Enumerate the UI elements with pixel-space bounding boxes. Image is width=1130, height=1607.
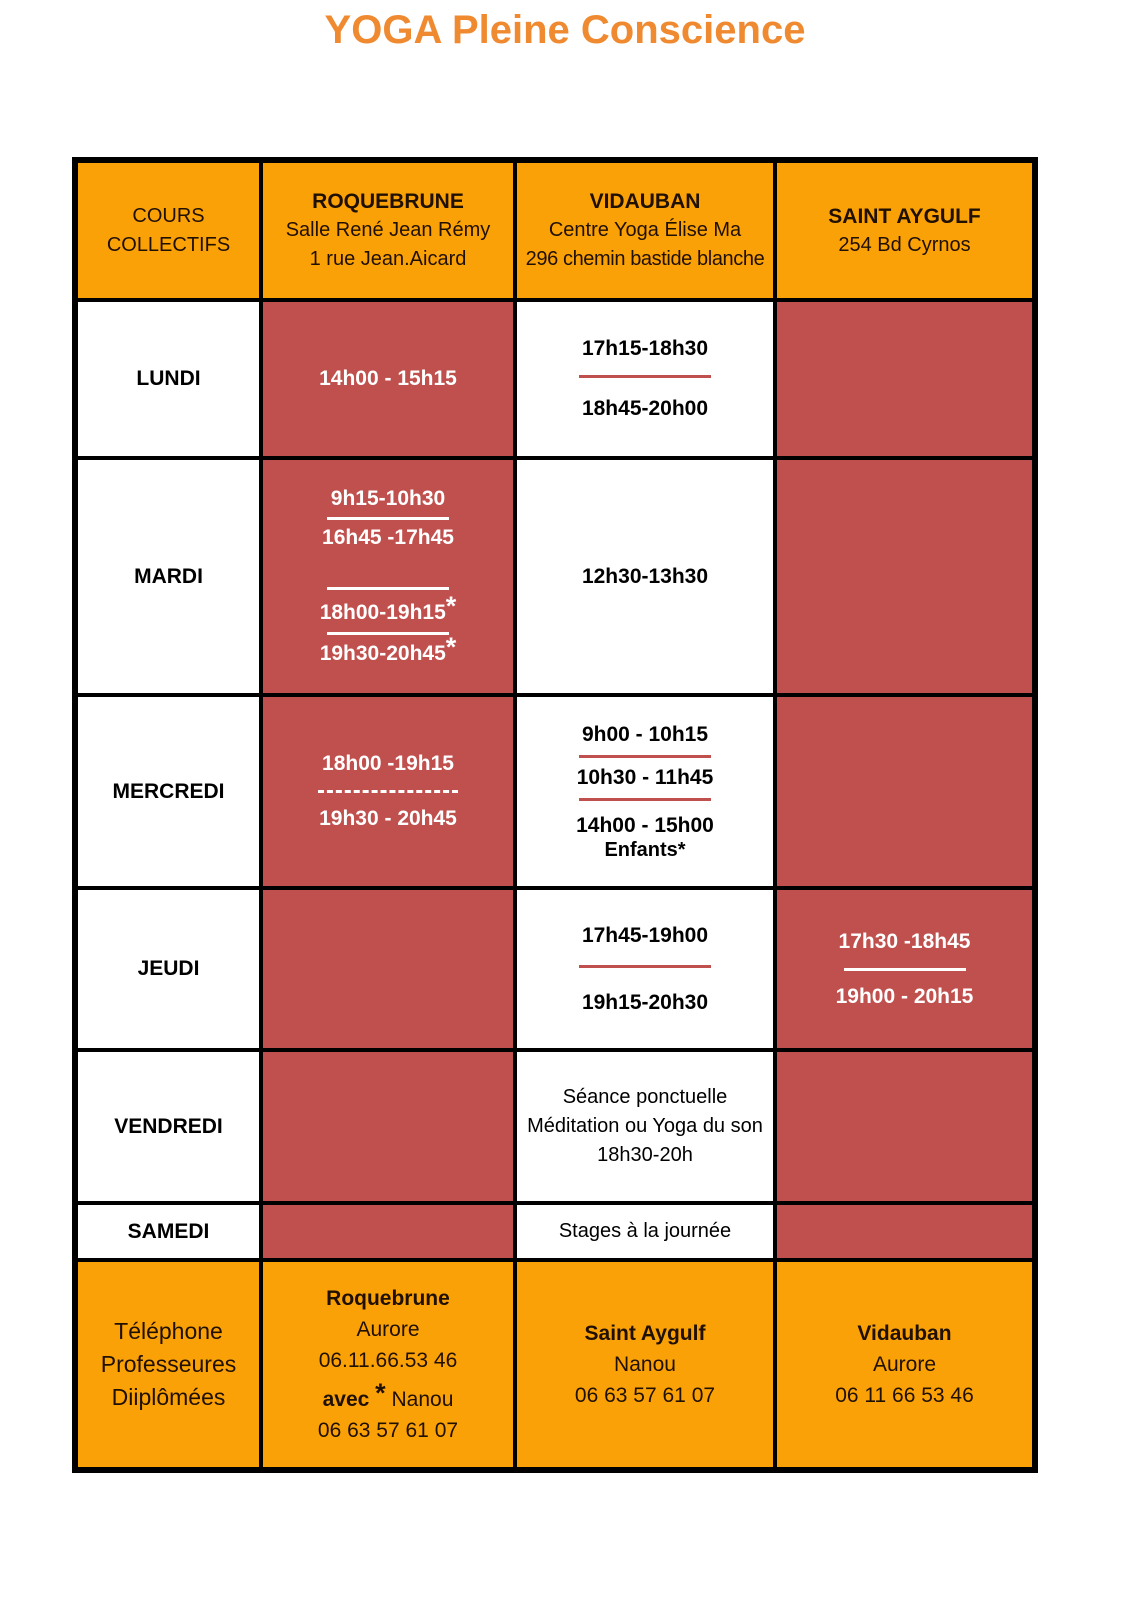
session-note-line2: Méditation ou Yoga du son [527, 1115, 763, 1137]
footer-aygulf-name: Saint Aygulf [584, 1322, 706, 1345]
time-slot: 17h45-19h00 [581, 923, 709, 947]
schedule-table [72, 157, 1038, 1473]
header-cell-vidauban [515, 160, 775, 300]
footer-row [75, 1260, 1035, 1470]
avec-text: avec [322, 1388, 370, 1411]
time-text: 18h00-19h15 [319, 601, 446, 624]
page-title: YOGA Pleine Conscience [324, 8, 806, 52]
header-row [75, 160, 1035, 300]
vidauban-address-line2: 296 chemin bastide blanche [525, 248, 765, 270]
cell-vendredi-vidauban [515, 1050, 775, 1203]
cell-vendredi-aygulf [775, 1050, 1035, 1203]
cell-jeudi-vidauban [515, 888, 775, 1050]
cell-lundi-roquebrune [261, 300, 515, 458]
time-slot: 17h15-18h30 [581, 337, 709, 360]
footer-roquebrune-phone: 06.11.66.53 46 [318, 1349, 458, 1372]
footer-vidauban-phone: 06 11 66 53 46 [835, 1384, 974, 1407]
time-slot: 14h00 - 15h00 [576, 813, 714, 837]
cell-samedi-aygulf [775, 1203, 1035, 1260]
asterisk-note: * [445, 591, 457, 621]
day-label-mercredi: MERCREDI [112, 779, 225, 803]
time-slot [319, 591, 457, 626]
children-note: Enfants* [604, 838, 686, 861]
day-label-mardi: MARDI [134, 564, 203, 588]
cell-lundi-aygulf [775, 300, 1035, 458]
cell-samedi-vidauban [515, 1203, 775, 1260]
cell-jeudi-aygulf [775, 888, 1035, 1050]
separator-line [327, 517, 449, 520]
header-cell-roquebrune [261, 160, 515, 300]
time-slot: 9h15-10h30 [330, 487, 446, 510]
stages-note: Stages à la journée [558, 1220, 732, 1242]
day-cell-jeudi [75, 888, 261, 1050]
separator-line [579, 965, 711, 968]
separator-line [844, 968, 966, 971]
asterisk-note: * [445, 632, 457, 662]
time-slot: 16h45 -17h45 [322, 526, 454, 549]
day-cell-mercredi [75, 695, 261, 888]
footer-roquebrune-name: Roquebrune [326, 1287, 450, 1310]
time-slot: 14h00 - 15h15 [319, 367, 457, 390]
time-slot: 12h30-13h30 [581, 564, 709, 588]
time-slot: 19h00 - 20h15 [835, 984, 974, 1008]
time-slot: 9h00 - 10h15 [581, 722, 709, 746]
courses-label: COURS COLLECTIFS [106, 204, 231, 256]
aygulf-title: SAINT AYGULF [828, 204, 981, 228]
session-note-line1: Séance ponctuelle [562, 1086, 728, 1108]
vidauban-address-line1: Centre Yoga Élise Ma [548, 219, 742, 241]
time-slot [319, 632, 457, 667]
roquebrune-address-line1: Salle René Jean Rémy [285, 219, 491, 241]
vidauban-title: VIDAUBAN [589, 190, 701, 213]
footer-label-line1: Téléphone [114, 1318, 223, 1344]
separator-line [327, 632, 449, 635]
time-slot: 18h45-20h00 [581, 397, 709, 420]
cell-lundi-vidauban [515, 300, 775, 458]
header-cell-courses [75, 160, 261, 300]
separator-line [327, 587, 449, 590]
footer-roquebrune-with [263, 1378, 513, 1415]
time-slot: 19h30 - 20h45 [319, 807, 457, 830]
day-cell-mardi [75, 458, 261, 695]
cell-mardi-aygulf [775, 458, 1035, 695]
row-samedi [75, 1203, 1035, 1260]
roquebrune-title: ROQUEBRUNE [312, 190, 464, 213]
footer-aygulf-phone: 06 63 57 61 07 [574, 1384, 716, 1407]
day-label-samedi: SAMEDI [127, 1219, 210, 1243]
separator-line-dashed [318, 790, 458, 793]
footer-cell-vidauban [775, 1260, 1035, 1470]
day-label-vendredi: VENDREDI [114, 1114, 223, 1138]
asterisk-note: * [375, 1378, 386, 1408]
day-cell-vendredi [75, 1050, 261, 1203]
row-mardi [75, 458, 1035, 695]
day-cell-lundi [75, 300, 261, 458]
day-label-jeudi: JEUDI [137, 957, 200, 980]
separator-line [579, 755, 711, 758]
footer-label-line3: Diiplômées [111, 1384, 226, 1410]
cell-mardi-roquebrune [261, 458, 515, 695]
footer-cell-aygulf [515, 1260, 775, 1470]
row-lundi [75, 300, 1035, 458]
cell-mercredi-roquebrune [261, 695, 515, 888]
cell-mercredi-vidauban [515, 695, 775, 888]
footer-aygulf-teacher: Nanou [614, 1353, 676, 1376]
cell-vendredi-roquebrune [261, 1050, 515, 1203]
cell-mardi-vidauban [515, 458, 775, 695]
cell-mercredi-aygulf [775, 695, 1035, 888]
day-cell-samedi [75, 1203, 261, 1260]
header-cell-aygulf [775, 160, 1035, 300]
cell-jeudi-roquebrune [261, 888, 515, 1050]
row-mercredi [75, 695, 1035, 888]
footer-cell-label [75, 1260, 261, 1470]
footer-vidauban-name: Vidauban [857, 1322, 952, 1345]
time-slot: 19h15-20h30 [581, 990, 709, 1014]
session-note-line3: 18h30-20h [597, 1144, 693, 1166]
time-text: 19h30-20h45 [319, 642, 446, 665]
footer-vidauban-teacher: Aurore [872, 1353, 937, 1376]
separator-line [579, 375, 711, 378]
row-jeudi [75, 888, 1035, 1050]
roquebrune-address-line2: 1 rue Jean.Aicard [309, 248, 467, 270]
time-slot: 17h30 -18h45 [838, 929, 971, 953]
day-label-lundi: LUNDI [136, 367, 201, 390]
cell-samedi-roquebrune [261, 1203, 515, 1260]
footer-label-line2: Professeures [100, 1351, 237, 1377]
time-slot: 18h00 -19h15 [322, 752, 454, 775]
aygulf-address-line1: 254 Bd Cyrnos [838, 233, 971, 256]
teacher-name: Nanou [391, 1388, 454, 1411]
footer-cell-roquebrune [261, 1260, 515, 1470]
footer-roquebrune-phone2: 06 63 57 61 07 [317, 1419, 459, 1442]
time-slot: 10h30 - 11h45 [576, 765, 714, 789]
separator-line [579, 798, 711, 801]
footer-roquebrune-teacher: Aurore [356, 1318, 420, 1341]
row-vendredi [75, 1050, 1035, 1203]
